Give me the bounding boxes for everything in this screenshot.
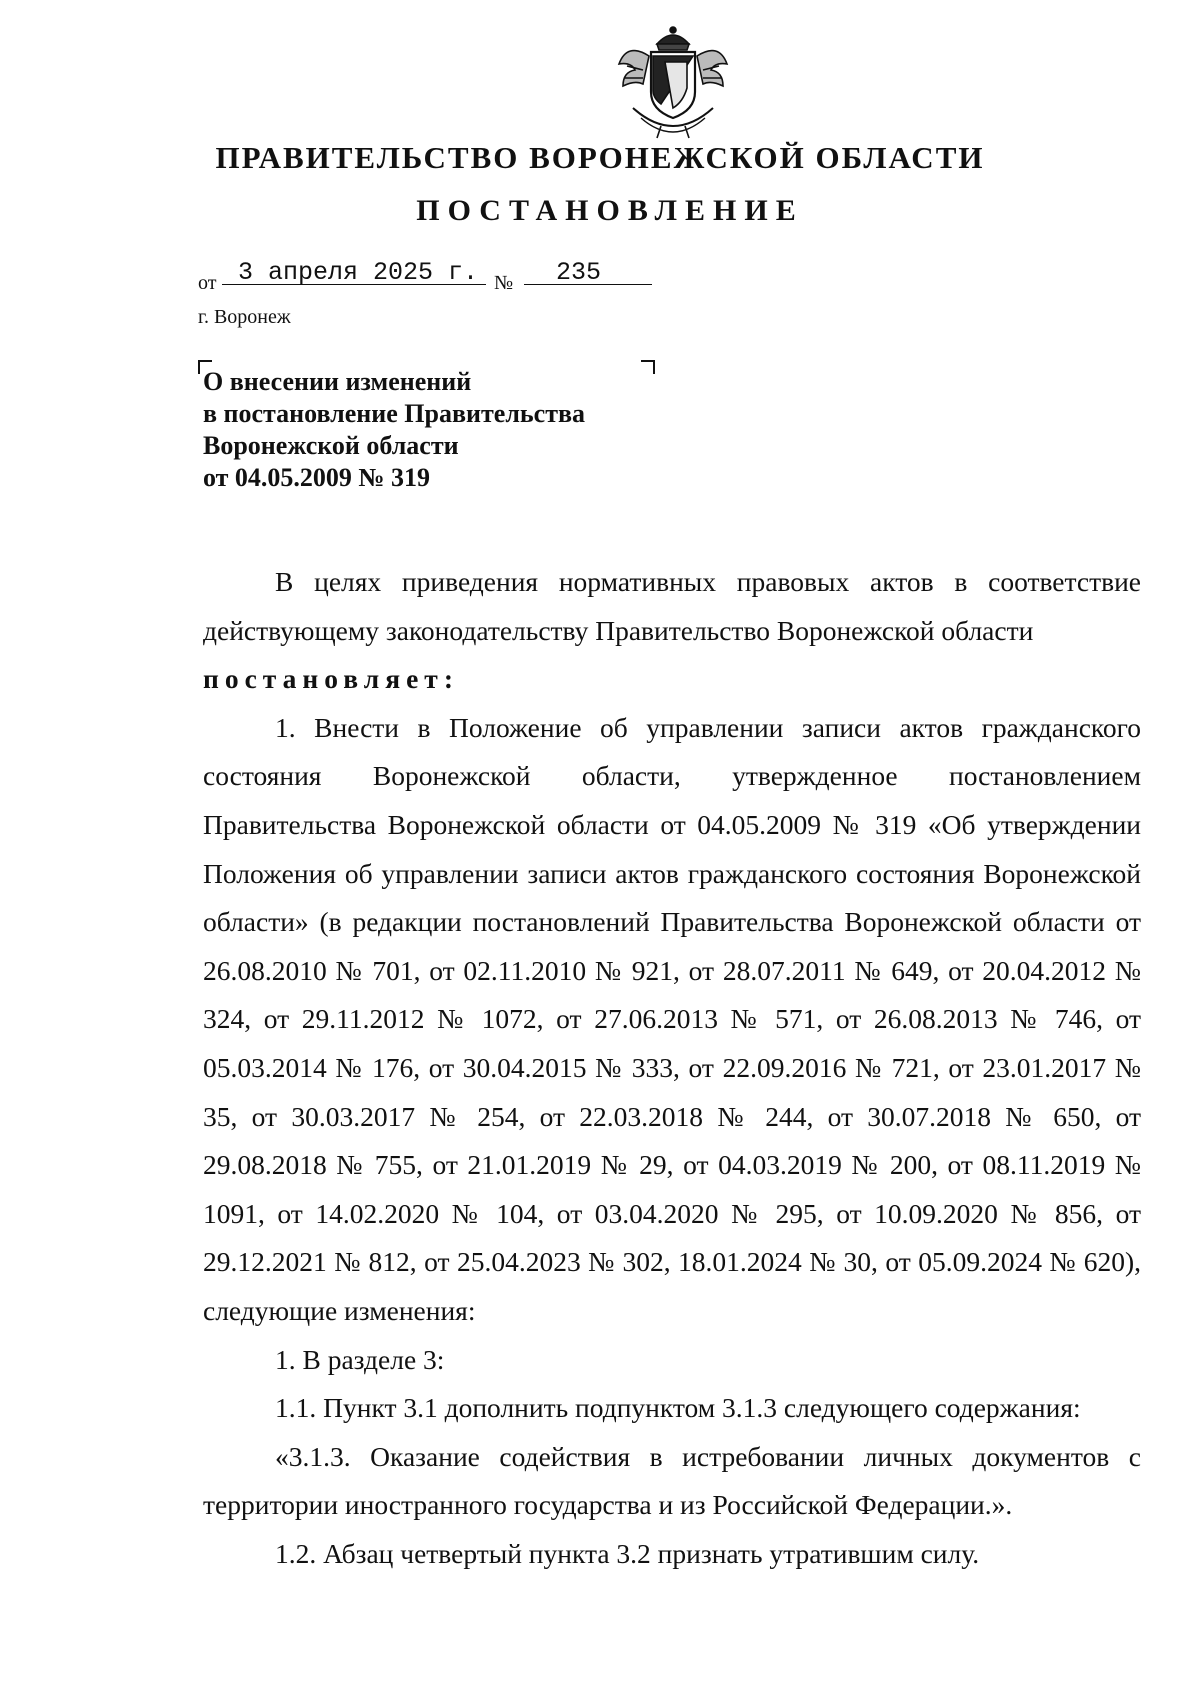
number-value: 235 — [556, 258, 602, 287]
organization-title: ПРАВИТЕЛЬСТВО ВОРОНЕЖСКОЙ ОБЛАСТИ — [215, 140, 985, 175]
city-label: г. Воронеж — [198, 306, 291, 328]
number-label: № — [494, 272, 514, 294]
subject-line: от 04.05.2009 № 319 — [203, 463, 431, 492]
section-paragraph: 1. В разделе 3: — [275, 1343, 445, 1375]
subject-line: в постановление Правительства — [203, 399, 586, 428]
coat-of-arms-emblem — [613, 22, 733, 140]
subject-line: Воронежской области — [203, 431, 459, 460]
subject-corner-right — [641, 360, 655, 374]
resolves-word: постановляет: — [203, 663, 459, 695]
preamble-paragraph: В целях приведения нормативных правовых актов в соответствие действующему законодательству Правительство Воронежской области — [203, 566, 1141, 646]
resolves-paragraph — [203, 655, 1141, 704]
date-label: от — [198, 272, 217, 294]
document-body — [203, 558, 1141, 1578]
item-1-2-paragraph: 1.2. Абзац четвертый пункта 3.2 признать утратившим силу. — [275, 1537, 980, 1569]
subject-heading — [203, 366, 585, 494]
number-underline — [524, 284, 652, 285]
document-type-title: ПОСТАНОВЛЕНИЕ — [416, 194, 804, 227]
item-1-paragraph: 1. Внести в Положение об управлении записи актов гражданского состояния Воронежской области, утвержденное постановлением Правительства Воронежской области от 04.05.2009 № 319 «Об утверждении Положения об управлении записи актов гражданского состояния Воронежской области» (в редакции постановлений Правительства Воронежской области от 26.08.2010 № 701, от 02.11.2010 № 921, от 28.07.2011 № 649, от 20.04.2012 № 324, от 29.11.2012 № 1072, от 27.06.2013 № 571, от 26.08.2013 № 746, от 05.03.2014 № 176, от 30.04.2015 № 333, от 22.09.2016 № 721, от 23.01.2017 № 35, от 30.03.2017 № 254, от 22.03.2018 № 244, от 30.07.2018 № 650, от 29.08.2018 № 755, от 21.01.2019 № 29, от 04.03.2019 № 200, от 08.11.2019 № 1091, от 14.02.2020 № 104, от 03.04.2020 № 295, от 10.09.2020 № 856, от 29.12.2021 № 812, от 25.04.2023 № 302, 18.01.2024 № 30, от 05.09.2024 № 620), следующие изменения: — [203, 711, 1141, 1326]
date-underline — [222, 284, 486, 285]
item-1-1-paragraph: 1.1. Пункт 3.1 дополнить подпунктом 3.1.3 следующего содержания: — [275, 1392, 1081, 1424]
subject-line: О внесении изменений — [203, 367, 472, 396]
quote-paragraph: «3.1.3. Оказание содействия в истребовании личных документов с территории иностранного государства и из Российской Федерации.». — [203, 1440, 1141, 1521]
date-value: 3 апреля 2025 г. — [238, 258, 479, 287]
